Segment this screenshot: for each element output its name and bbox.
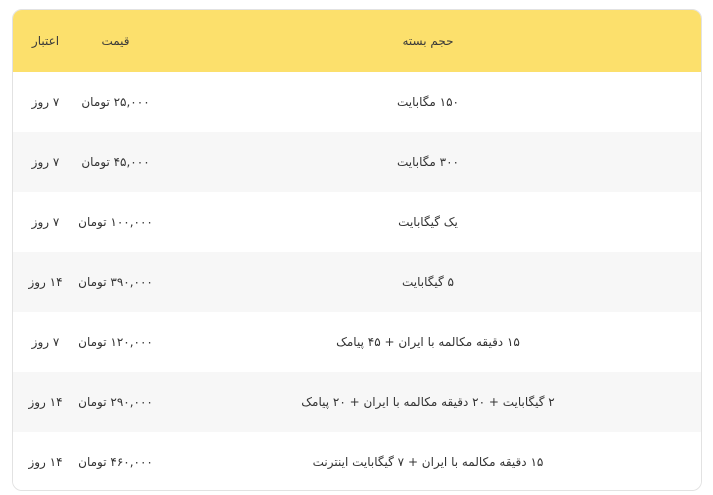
header-package: حجم بسته: [402, 34, 454, 48]
cell-price: ۱۰۰,۰۰۰ تومان: [78, 215, 153, 229]
cell-validity: ۷ روز: [31, 215, 60, 229]
cell-package: ۲ گیگابایت + ۲۰ دقیقه مکالمه با ایران + ۲۰ پیامک: [301, 395, 555, 409]
packages-table-container: [12, 9, 702, 491]
cell-package: ۳۰۰ مگابایت: [397, 155, 459, 169]
table-row: [13, 132, 702, 192]
header-price: قیمت: [101, 34, 130, 48]
table-row: [13, 192, 702, 252]
cell-price: ۳۹۰,۰۰۰ تومان: [78, 275, 153, 289]
table-row: [13, 72, 702, 132]
cell-price: ۴۵,۰۰۰ تومان: [81, 155, 150, 169]
cell-validity: ۷ روز: [31, 155, 60, 169]
cell-price: ۲۵,۰۰۰ تومان: [81, 95, 150, 109]
cell-validity: ۱۴ روز: [28, 395, 63, 409]
cell-price: ۴۶۰,۰۰۰ تومان: [78, 455, 153, 469]
table-body: [13, 72, 702, 491]
table-row: [13, 252, 702, 312]
cell-price: ۲۹۰,۰۰۰ تومان: [78, 395, 153, 409]
cell-validity: ۱۴ روز: [28, 455, 63, 469]
header-row: [13, 10, 702, 72]
header-validity: اعتبار: [31, 34, 60, 48]
table-row: [13, 312, 702, 372]
cell-price: ۱۲۰,۰۰۰ تومان: [78, 335, 153, 349]
cell-validity: ۷ روز: [31, 95, 60, 109]
table-row: [13, 432, 702, 491]
table-header: [13, 10, 702, 72]
cell-validity: ۷ روز: [31, 335, 60, 349]
cell-package: ۱۵ دقیقه مکالمه با ایران + ۴۵ پیامک: [336, 335, 520, 349]
cell-validity: ۱۴ روز: [28, 275, 63, 289]
cell-package: ۱۵ دقیقه مکالمه با ایران + ۷ گیگابایت اینترنت: [312, 455, 544, 469]
cell-package: ۵ گیگابایت: [401, 275, 454, 289]
cell-package: یک گیگابایت: [398, 215, 458, 229]
cell-package: ۱۵۰ مگابایت: [397, 95, 459, 109]
table-row: [13, 372, 702, 432]
packages-table: [13, 10, 702, 491]
